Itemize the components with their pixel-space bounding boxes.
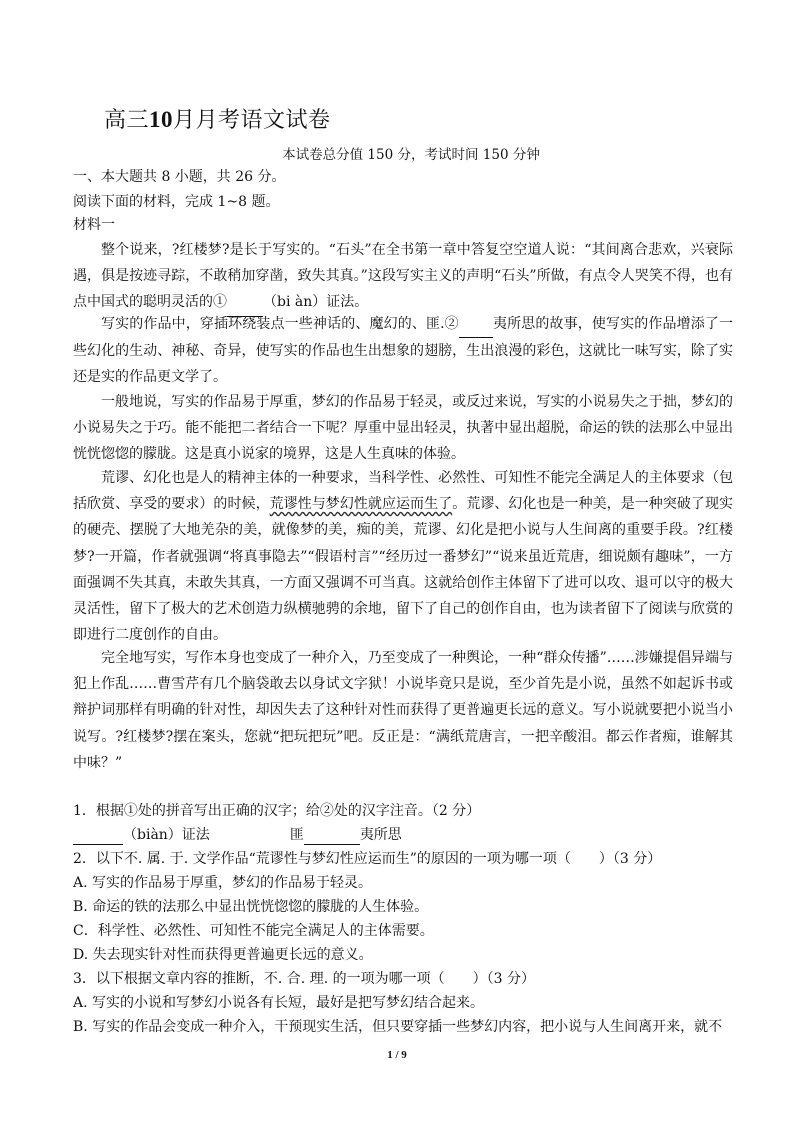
- question-2-option-d[interactable]: D. 失去现实针对性而获得更普遍更长远的意义。: [73, 947, 373, 963]
- section-heading: 一、本大题共 8 小题，共 26 分。: [73, 169, 286, 185]
- paragraph-1-text: 整个说来，?红楼梦?是长于写实的。“石头”在全书第一章中答复空空道人说：“其间离合悲欢，兴衰际遇，俱是按迹寻踪，不敢稍加穿凿，致失其真。”这段写实主义的声明“石头”所做，有点令人哭笑不得，也有点中国式的聪明灵活的①: [73, 242, 733, 311]
- exam-title: [104, 103, 331, 134]
- paragraph-4-text: 荒谬、幻化也是人的精神主体的一种要求，当科学性、必然性、可知性不能完全满足人的主体要求（包括欣赏、享受的要求）的时候，: [73, 470, 733, 513]
- title-prefix: 高三: [104, 108, 150, 133]
- section-instruction: 阅读下面的材料，完成 1~8 题。: [73, 194, 280, 210]
- answer-1-label: （biàn）证法: [123, 827, 210, 843]
- answer-blank-1[interactable]: [73, 826, 123, 845]
- passage-paragraph-2: [73, 311, 733, 391]
- question-3: 3．以下根据文章内容的推断，不. 合. 理. 的一项为哪一项（ ）（3 分）: [73, 971, 535, 987]
- question-1: 1．根据①处的拼音写出正确的汉字；给②处的汉字注音。（2 分）: [73, 803, 481, 819]
- material-label: 材料一: [73, 217, 115, 233]
- question-3-option-a[interactable]: A. 写实的小说和写梦幻小说各有长短，最好是把写梦幻结合起来。: [73, 995, 485, 1011]
- exam-subtitle: 本试卷总分值 150 分，考试时间 150 分钟: [282, 147, 540, 163]
- title-number: 10: [149, 107, 174, 132]
- question-2-option-b[interactable]: B. 命运的铁的法那么中显出恍恍惚惚的朦胧的人生体验。: [73, 899, 429, 915]
- question-3-option-b[interactable]: B. 写实的作品会变成一种介入，干预现实生活，但只要穿插一些梦幻内容，把小说与人生间离开来，就不: [73, 1019, 723, 1035]
- question-2-option-c[interactable]: C．科学性、必然性、可知性不能完全满足人的主体需要。: [73, 923, 434, 939]
- paragraph-2-text-end: 夷所思的故事，使写实的作品增添了一些幻化的生动、神秘、奇异，使写实的作品也生出想象的翅膀，生出浪漫的彩色，这就比一味写实，除了实还是实的作品更文学了。: [73, 316, 734, 386]
- paragraph-1-text-end: 证法。: [326, 294, 369, 311]
- page-number: 1 / 9: [387, 1049, 407, 1061]
- blank-2: [459, 311, 493, 338]
- question-1-answer-line: [73, 826, 402, 845]
- blank-1-pinyin: （bi àn）: [263, 294, 327, 311]
- paragraph-2-text: 写实的作品中，穿插环绕装点一些神话的、魔幻的、匪.②: [101, 316, 459, 332]
- passage-paragraph-1: [73, 237, 733, 317]
- passage-paragraph-4: [73, 465, 733, 648]
- title-suffix: 月月考语文试卷: [173, 108, 331, 133]
- question-2: 2．以下不. 属. 于. 文学作品“荒谬性与梦幻性应运而生”的原因的一项为哪一项（ ）（3 分）: [73, 851, 662, 867]
- paragraph-4-text-end: 。荒谬、幻化也是一种美，是一种突破了现实的硬壳、摆脱了大地羌杂的美，就像梦的美，痴的美，荒谬、幻化是把小说与人生间离的重要手段。?红楼梦?一开篇，作者就强调“将真事隐去”“假语村言”“经历过一番梦幻”“说来虽近荒唐，细说颇有趣味”，一方面强调不失其真，未敢失其真，一方面又强调不可当真。这就给创作主体留下了进可以攻、退可以守的极大灵活性，留下了极大的艺术创造力纵横驰骋的余地，留下了自己的创作自由，也为读者留下了阅读与欣赏的即进行二度创作的自由。: [73, 496, 734, 644]
- answer-2-prefix: 匪: [289, 827, 304, 843]
- answer-blank-2[interactable]: [304, 826, 360, 845]
- passage-paragraph-3: 一般地说，写实的作品易于厚重，梦幻的作品易于轻灵，或反过来说，写实的小说易失之于拙，梦幻的小说易失之于巧。能不能把二者结合一下呢？厚重中显出轻灵，执著中显出超脱，命运的铁的法那么中显出恍恍惚惚的朦胧。这是真小说家的境界，这是人生真味的体验。: [73, 394, 733, 463]
- question-2-option-a[interactable]: A. 写实的作品易于厚重，梦幻的作品易于轻灵。: [73, 875, 373, 891]
- answer-2-suffix: 夷所思: [359, 827, 402, 843]
- marked-phrase: 荒谬性与梦幻性就应运而生了: [269, 496, 453, 513]
- passage-paragraph-5: 完全地写实，写作本身也变成了一种介入，乃至变成了一种舆论，一种“群众传播”……涉嫌提倡异端与犯上作乱……曹雪芹有几个脑袋敢去以身试文字狱！小说毕竟只是说，至少首先是小说，虽然不如起诉书或辩护词那样有明确的针对性，却因失去了这种针对性而获得了更普遍更长远的意义。写小说就要把小说当小说写。?红楼梦?摆在案头，您就“把玩把玩”吧。反正是：“满纸荒唐言，一把辛酸泪。都云作者痴，谁解其中味？”: [73, 650, 733, 771]
